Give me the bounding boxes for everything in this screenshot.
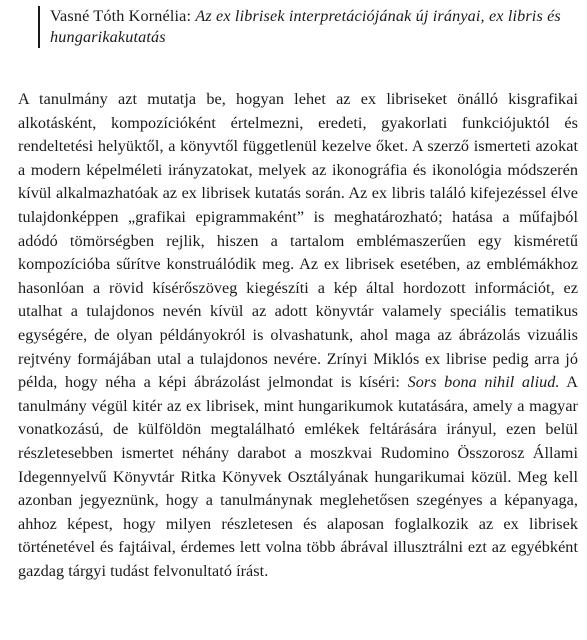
paragraph-text-part-1: A tanulmány azt mutatja be, hogyan lehet az ex libriseket önálló kisgrafikai alkotásként, kompozícióként értelmezni, eredeti, gyakorlati funkciójuktól és rendeltetési helyüktől, a könyvtől függetlenül kezelve őket. A szerző ismerteti azokat a modern képelméleti irányzatokat, melyek az ikonográfia és ikonológia módszerén kívül alkalmazhatóak az ex librisek kutatás során. Az ex libris találó kifejezéssel élve tulajdonképpen „grafikai epigrammaként” is meghatározható; hatása a műfajból adódó tömörségben rejlik, hiszen a tartalom emblémaszerűen egy kisméretű kompozícióba sűrítve konstruálódik meg. Az ex librisek esetében, az emblémákhoz hasonlóan a rövid kísérőszöveg kiegészíti a kép által hordozott információt, ez utalhat a tulajdonos nevén kívül az adott könyvtár valamely speciális tematikus egységére, de olyan példányokról is olvashatunk, ahol maga az ábrázolás vizuális rejtvény formájában utal a tulajdonos nevére. Zrínyi Miklós ex librise pedig arra jó példa, hogy néha a képi ábrázolást jelmondat is kíséri: — [18, 90, 578, 392]
work-title: Az ex librisek interpretációjának új irányai, ex libris és hungarikakutatás — [50, 7, 561, 46]
paragraph-text-part-2: A tanulmány végül kitér az ex librisek, mint hungarikumok kutatására, amely a magyar vonatkozású, de külföldön megtalálható emlékek feltárására irányul, ezen belül részletesebben ismertet néhány darabot a moszkvai Rudomino Összorosz Állami Idegennyelvű Könyvtár Ritka Könyvek Osztályának hungarikumai közül. Meg kell azonban jegyeznünk, hogy a tanulmánynak meglehetősen szegényes a képanyaga, ahhoz képest, hogy milyen részletesen és alaposan foglalkozik az ex librisek történetével és fajtáival, érdemes lett volna több ábrával illusztrálni ezt az egyébként gazdag tárgyi tudást felvonultató írást. — [18, 373, 579, 580]
review-heading — [38, 6, 587, 48]
motto-quote: Sors bona nihil aliud. — [407, 373, 560, 392]
review-paragraph — [18, 88, 578, 583]
heading-line — [50, 6, 587, 48]
author-name: Vasné Tóth Kornélia: — [50, 7, 192, 25]
